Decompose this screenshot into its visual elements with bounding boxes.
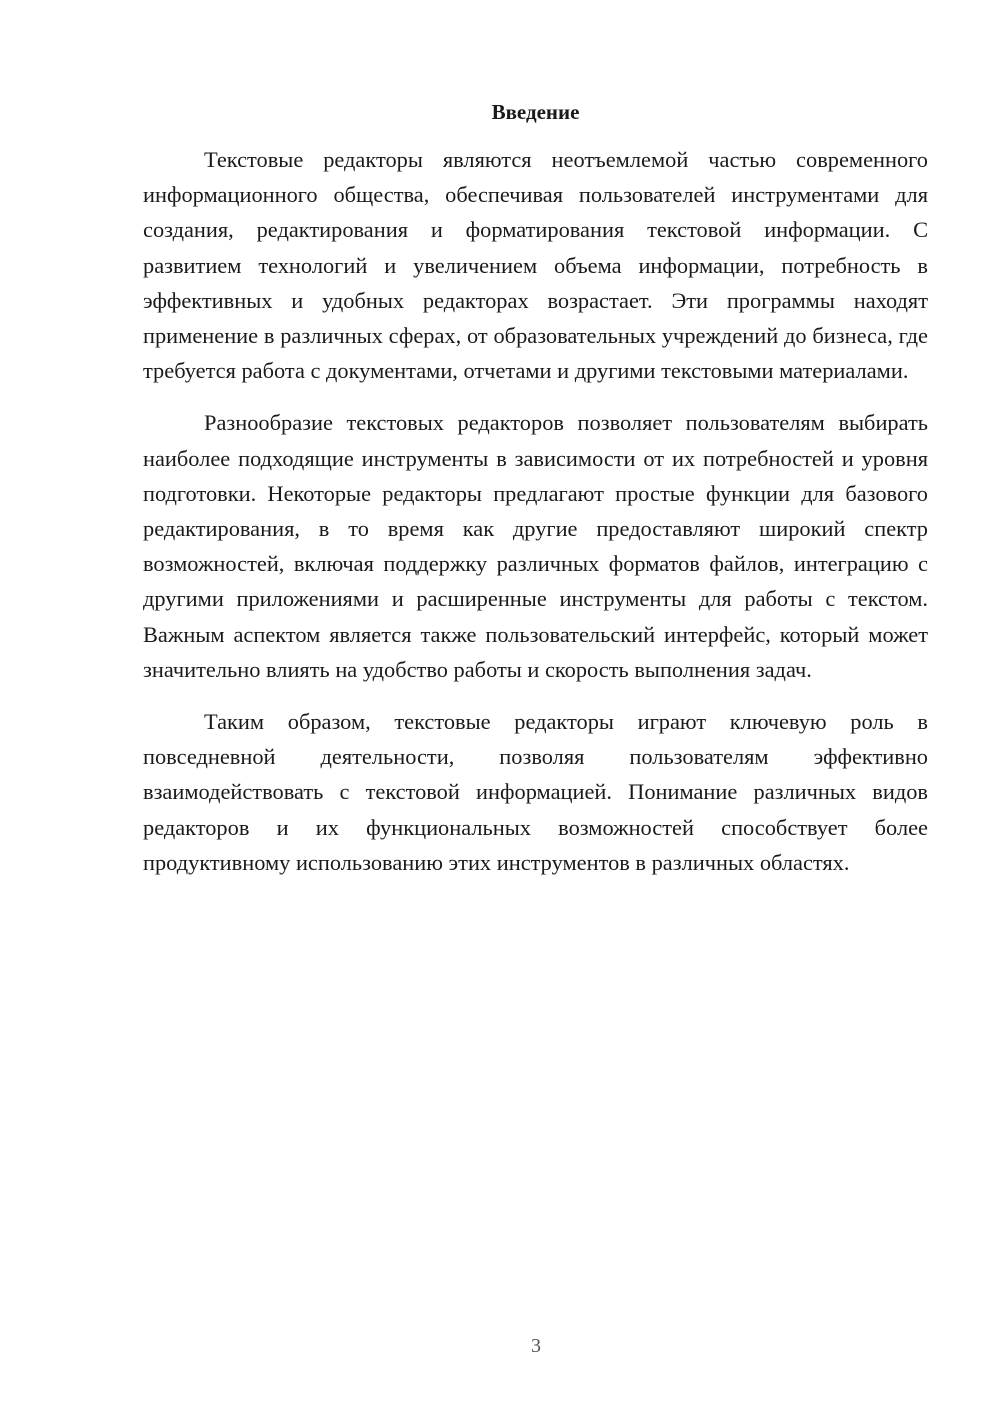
section-title: Введение <box>491 100 580 124</box>
body-text <box>143 142 928 880</box>
paragraph-2: Разнообразие текстовых редакторов позволяет пользователям выбирать наиболее подходящие инструменты в зависимости от их потребностей и уровня подготовки. Некоторые редакторы предлагают простые функции для базового редактирования, в то время как другие предоставляют широкий спектр возможностей, включая поддержку различных форматов файлов, интеграцию с другими приложениями и расширенные инструменты для работы с текстом. Важным аспектом является также пользовательский интерфейс, который может значительно влиять на удобство работы и скорость выполнения задач. <box>143 410 928 682</box>
page-number: 3 <box>531 1335 541 1357</box>
paragraph-3: Таким образом, текстовые редакторы играют ключевую роль в повседневной деятельности, позволяя пользователям эффективно взаимодействовать с текстовой информацией. Понимание различных видов редакторов и их функциональных возможностей способствует более продуктивному использованию этих инструментов в различных областях. <box>143 709 928 875</box>
paragraph-1: Текстовые редакторы являются неотъемлемой частью современного информационного общества, обеспечивая пользователей инструментами для создания, редактирования и форматирования текстовой информации. С развитием технологий и увеличением объема информации, потребность в эффективных и удобных редакторах возрастает. Эти программы находят применение в различных сферах, от образовательных учреждений до бизнеса, где требуется работа с документами, отчетами и другими текстовыми материалами. <box>143 147 928 384</box>
